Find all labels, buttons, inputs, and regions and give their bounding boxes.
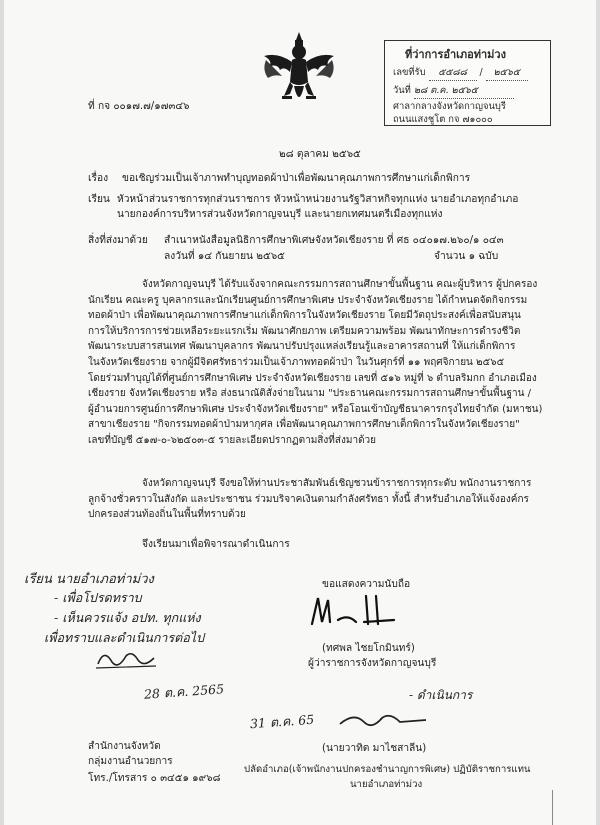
subject-text: ขอเชิญร่วมเป็นเจ้าภาพทำบุญทอดผ้าป่าเพื่อพัฒนาคุณภาพการศึกษาแก่เด็กพิการ xyxy=(122,173,471,184)
closing-request: จึงเรียนมาเพื่อพิจารณาดำเนินการ xyxy=(142,539,290,550)
sender-unit: สำนักงานจังหวัด xyxy=(88,741,161,752)
stamp-received-no: ๕๕๘๘ xyxy=(429,65,477,81)
to-label: เรียน xyxy=(88,194,110,205)
enclosure-quantity: จำนวน ๑ ฉบับ xyxy=(434,251,499,262)
subject-label: เรื่อง xyxy=(88,173,109,184)
to-line-2: นายกองค์การบริหารส่วนจังหวัดกาญจนบุรี และนายกเทศมนตรีเมืองทุกแห่ง xyxy=(117,209,443,220)
stamp-date-label: วันที่ xyxy=(393,85,411,96)
received-stamp xyxy=(384,40,551,126)
to-line-1: หัวหน้าส่วนราชการทุกส่วนราชการ หัวหน้าหน่วยงานรัฐวิสาหกิจทุกแห่ง นายอำเภอทุกอำเภอ xyxy=(117,194,519,205)
signatory-title: ผู้ว่าราชการจังหวัดกาญจนบุรี xyxy=(308,658,437,669)
body-paragraph-2 xyxy=(88,476,531,523)
paragraph-line: เลขที่บัญชี ๕๑๗-๐-๖๒๕๐๓-๕ รายละเอียดปรากฏตามสิ่งที่ส่งมาด้วย xyxy=(88,434,377,446)
enclosure-text: สำเนาหนังสือมูลนิธิการศึกษาพิเศษจังหวัดเชียงราย ที่ ศธ ๐๔๐๑๗.๒๖๐/๑ ๐๔๓ xyxy=(164,235,504,246)
paragraph-line: สาขาเชียงราย "กิจกรรมทอดผ้าป่ามหากุศล เพื่อพัฒนาคุณภาพการศึกษาเด็กพิการในจังหวัดเชียงราย" xyxy=(88,419,520,431)
paragraph-line: เชียงราย จังหวัดเชียงราย หรือ ส่งธนาณัติสั่งจ่ายในนาม "ประธานคณะกรรมการสถานศึกษาขั้นพื้นฐาน / xyxy=(88,388,531,400)
deputy-signature-icon xyxy=(334,708,434,734)
stamp-sender-street: ถนนแสงชูโต กจ ๗๑๐๐๐ xyxy=(393,114,493,125)
document-number: ที่ กจ ๐๐๑๗.๗/๑๗๓๔๖ xyxy=(88,101,190,112)
paragraph-line: ผู้อำนวยการศูนย์การศึกษาพิเศษ ประจำจังหวัดเชียงราย" หรือโอนเข้าบัญชีธนาคารกรุงไทยจำกัด (มหาชน) xyxy=(88,403,543,415)
handwritten-date-1: 28 ต.ค. 2565 xyxy=(143,681,225,702)
paragraph-line: นักเรียน คณะครู บุคลากรและนักเรียนศูนย์การศึกษาพิเศษ ประจำจังหวัดเชียงราย ได้กำหนดจัดกิจกรรม xyxy=(88,294,528,306)
paragraph-line: โดยร่วมทำบุญได้ที่ศูนย์การศึกษาพิเศษ ประจำจังหวัดเชียงราย เลขที่ ๕๑๖ หมู่ที่ ๖ ตำบลริมกก อำเภอเมือง xyxy=(88,372,537,384)
handwritten-line-3: เพื่อทราบและดำเนินการต่อไป xyxy=(44,630,205,645)
closing-salutation: ขอแสดงความนับถือ xyxy=(322,579,411,590)
document-page xyxy=(4,0,596,825)
enclosure-label: สิ่งที่ส่งมาด้วย xyxy=(88,235,148,246)
handwritten-date-2: 31 ต.ค. 65 xyxy=(249,711,315,732)
sender-phone: โทร./โทรสาร ๐ ๓๔๕๑ ๑๙๖๘ xyxy=(88,773,221,784)
stamp-sender-addr: ศาลากลางจังหวัดกาญจนบุรี xyxy=(393,101,506,112)
stamp-received-label: เลขที่รับ xyxy=(393,67,426,78)
paragraph-line: การให้บริการการช่วยเหลือระยะแรกเริ่ม พัฒนาศักยภาพ เตรียมความพร้อม พัฒนาทักษะการดำรงชีวิต xyxy=(88,325,521,337)
sender-group: กลุ่มงานอำนวยการ xyxy=(88,756,173,767)
paragraph-line: จังหวัดกาญจนบุรี จึงขอให้ท่านประชาสัมพันธ์เชิญชวนข้าราชการทุกระดับ พนักงานราชการ xyxy=(142,478,532,489)
stamp-received-row: เลขที่รับ ๕๕๘๘ / ๒๕๖๕ xyxy=(393,65,528,81)
enclosure-date: ลงวันที่ ๑๔ กันยายน ๒๕๖๕ xyxy=(164,251,285,262)
governor-signature-icon xyxy=(304,592,414,632)
handwritten-line-1: - เพื่อโปรดทราบ xyxy=(54,590,142,605)
stamp-received-year: ๒๕๖๕ xyxy=(486,65,528,81)
paragraph-line: จังหวัดกาญจนบุรี ได้รับแจ้งจากคณะกรรมการสถานศึกษาขั้นพื้นฐาน คณะผู้บริหาร ผู้ปกครอง xyxy=(142,279,538,290)
handwritten-approve: - ดำเนินการ xyxy=(409,688,473,702)
paragraph-line: พัฒนาระบบสารสนเทศ พัฒนาบุคลากร พัฒนาปรับปรุงแหล่งเรียนรู้และอาคารสถานที่ ให้แก่เด็กพิการ xyxy=(88,341,516,353)
stamp-date: ๒๘ ต.ค. ๒๕๖๕ xyxy=(414,83,514,99)
handwritten-line-2: - เห็นควรแจ้ง อปท. ทุกแห่ง xyxy=(54,610,201,625)
official-initials-icon xyxy=(92,646,162,672)
stamp-title: ที่ว่าการอำเภอท่าม่วง xyxy=(405,48,506,61)
document-date: ๒๘ ตุลาคม ๒๕๖๕ xyxy=(279,149,361,160)
body-paragraph-1 xyxy=(88,277,542,449)
paragraph-line: ปกครองส่วนท้องถิ่นในพื้นที่ทราบด้วย xyxy=(88,509,246,521)
deputy-title-2: นายอำเภอท่าม่วง xyxy=(350,779,423,790)
deputy-title: ปลัดอำเภอ(เจ้าพนักงานปกครองชำนาญการพิเศษ) ปฏิบัติราชการแทน xyxy=(244,764,531,775)
paragraph-line: ในจังหวัดเชียงราย จากผู้มีจิตศรัทธาร่วมเป็นเจ้าภาพทอดผ้าป่า ในวันศุกร์ที่ ๑๑ พฤศจิกายน ๒๕๖๕ xyxy=(88,356,505,368)
handwritten-to: เรียน นายอำเภอท่าม่วง xyxy=(24,572,154,587)
stamp-date-row xyxy=(393,83,514,99)
fold-line xyxy=(552,790,553,825)
garuda-emblem-icon xyxy=(260,30,338,112)
paragraph-line: ทอดผ้าป่า เพื่อพัฒนาคุณภาพการศึกษาแก่เด็กพิการในจังหวัดเชียงราย โดยมีวัตถุประสงค์เพื่อสนับสนุน xyxy=(88,310,521,322)
paragraph-line: ลูกจ้างชั่วคราวในสังกัด และประชาชน ร่วมบริจาคเงินตามกำลังศรัทธา ทั้งนี้ สำหรับอำเภอให้แจ้งองค์กร xyxy=(88,493,529,505)
signatory-name: (ทศพล ไชยโกมินทร์) xyxy=(322,643,415,654)
deputy-name: (นายวาทิต มาไชสาลีน) xyxy=(322,743,427,754)
